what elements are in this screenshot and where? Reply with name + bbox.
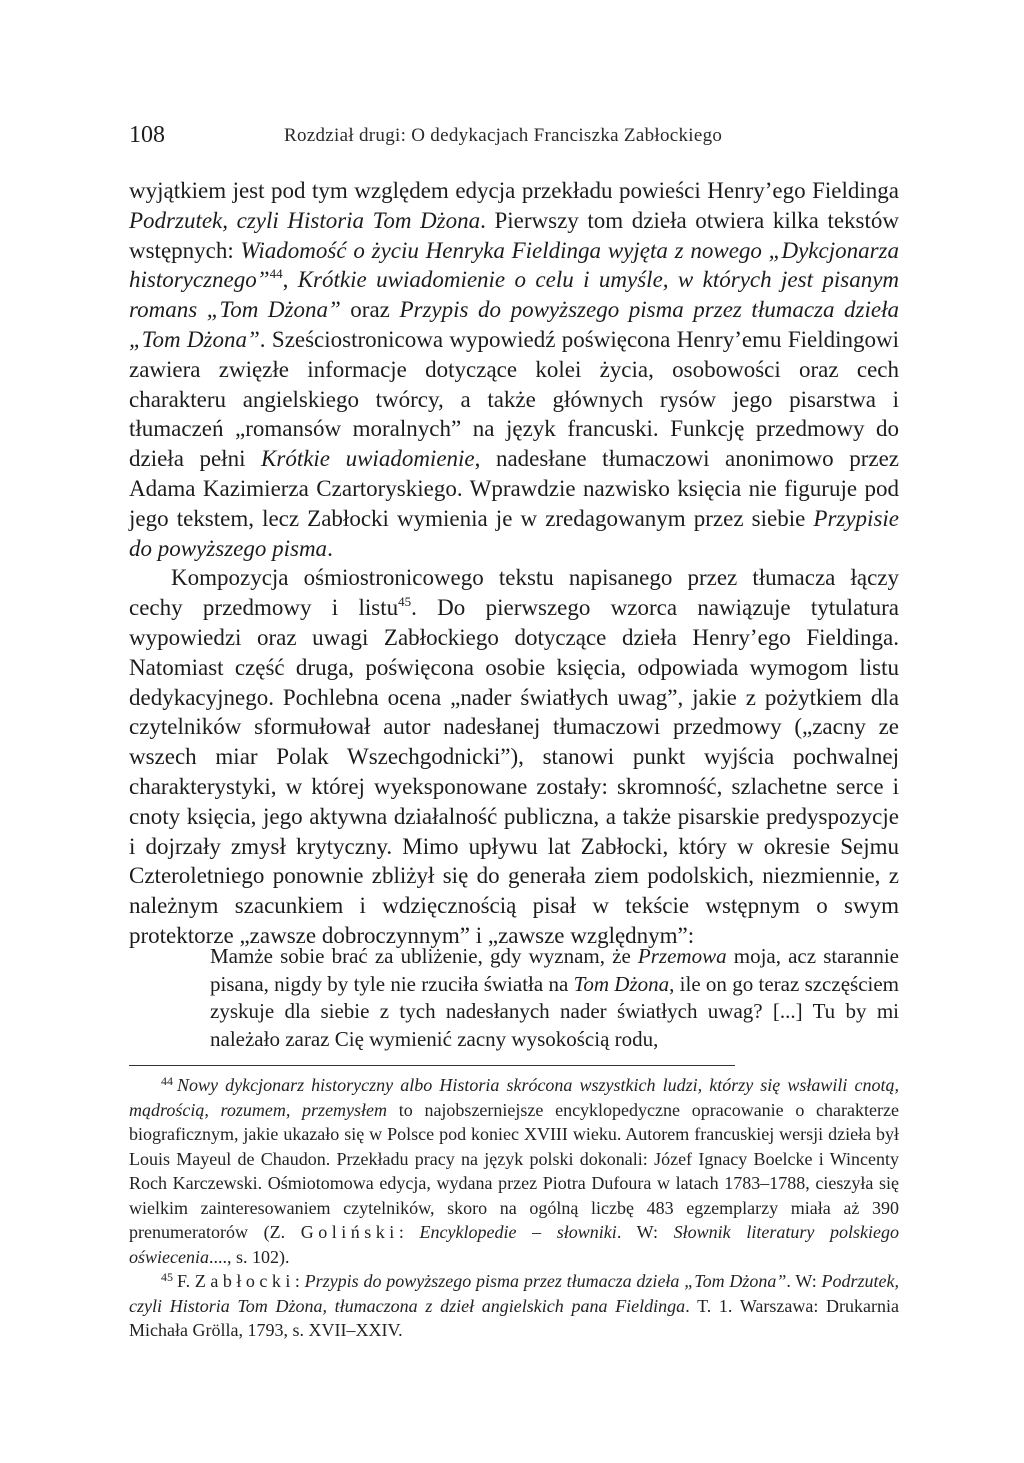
paragraph-2: Kompozycja ośmiostronicowego tekstu napisanego przez tłumacza łączy cechy przedmowy i listu$^{45}$. Do pierwszego wzorca nawiązuje tytulatura wypowiedzi oraz uwagi Zabłockiego dotyczące dzieła Henry’ego Fieldinga. Natomiast część druga, poświęcona osobie księcia, odpowiada wymogom listu dedykacyjnego. Pochlebna ocena „nader światłych uwag”, jakie z pożytkiem dla czytelników sformułował autor nadesłanej tłumaczowi przedmowy („zacny ze wszech miar Polak Wszechgodnicki”), stanowi punkt wyjścia pochwalnej charakterystyki, w której wyeksponowane zostały: skromność, szlachetne serce i cnoty księcia, jego aktywna działalność publiczna, a także pisarskie predyspozycje i dojrzały zmysł krytyczny. Mimo upływu lat Zabłocki, który w okresie Sejmu Czteroletniego ponownie zbliżył się do generała ziem podolskich, niezmiennie, z należnym szacunkiem i wdzięcznością pisał w tekście wstępnym o swym protektorze „zawsze dobroczynnym” i „zawsze względnym”:: [129, 565, 899, 948]
author-zablocki: Zabłocki: [194, 1271, 295, 1291]
page-number: 108: [129, 122, 165, 148]
running-head: Rozdział drugi: O dedykacjach Franciszka Zabłockiego: [284, 125, 723, 146]
footnotes: [129, 1073, 899, 1343]
paragraph-1: wyjątkiem jest pod tym względem edycja przekładu powieści Henry’ego Fieldinga Podrzutek, czyli Historia Tom Dżona. Pierwszy tom dzieła otwiera kilka tekstów wstępnych: Wiadomość o życiu Henryka Fieldinga wyjęta z nowego „Dykcjonarza historycznego”$^{44}$, Krótkie uwiadomienie o celu i umyśle, w których jest pisanym romans „Tom Dżona” oraz Przypis do powyższego pisma przez tłumacza dzieła „Tom Dżona”. Sześciostronicowa wypowiedź poświęcona Henry’emu Fieldingowi zawiera zwięzłe informacje dotyczące kolei życia, osobowości oraz cech charakteru angielskiego twórcy, a także głównych rysów jego pisarstwa i tłumaczeń „romansów moralnych” na język francuski. Funkcję przedmowy do dzieła pełni Krótkie uwiadomienie, nadesłane tłumaczowi anonimowo przez Adama Kazimierza Czartoryskiego. Wprawdzie nazwisko księcia nie figuruje pod jego tekstem, lecz Zabłocki wymienia je w zredagowanym przez siebie Przypisie do powyższego pisma.: [129, 178, 900, 561]
footnote-ref-44[interactable]: 44: [269, 266, 283, 282]
footnote-ref-45[interactable]: 45: [398, 594, 412, 610]
title-wiadomosc: Wiadomość o życiu Henryka Fieldinga wyjęta z nowego „Dykcjonarza historycznego”: [129, 237, 899, 293]
author-golinski: Goliński: [300, 1222, 399, 1242]
footnote-mark-44: 44: [161, 1074, 173, 1088]
title-krotkie-uwiadomienie: Krótkie uwiadomienie o celu i umyśle, w których jest pisanym romans „Tom Dżona”: [129, 267, 900, 323]
footnote-45: $^{45}$ F. Zabłocki: Przypis do powyższego pisma przez tłumacza dzieła „Tom Dżona”. W: Podrzutek, czyli Historia Tom Dżona, tłumaczona z dzieł angielskich pana Fieldinga. T. 1. Warszawa: Drukarnia Michała Grölla, 1793, s. XVII–XXIV.: [129, 1270, 899, 1340]
title-przypis: Przypis do powyższego pisma przez tłumacza dzieła „Tom Dżona”: [129, 297, 899, 352]
title-podrzutek: Podrzutek, czyli Historia Tom Dżona: [129, 207, 481, 233]
main-text: [129, 176, 899, 951]
block-quote: Mamże sobie brać za ubliżenie, gdy wyznam, że Przemowa moja, acz starannie pisana, nigdy by tyle nie rzuciła światła na Tom Dżona, ile on go teraz szczęściem zyskuje dla siebie z tych nadesłanych nader światłych uwag? [...] Tu by mi należało zaraz Cię wymienić zacny wysokością rodu,: [210, 944, 900, 1051]
footnote-separator: [129, 1065, 735, 1066]
footnote-44: $^{44}$ Nowy dykcjonarz historyczny albo Historia skrócona wszystkich ludzi, którzy się wsławili cnotą, mądrością, rozumem, przemysłem to najobszerniejsze encyklopedyczne opracowanie o charakterze biograficznym, jakie ukazało się w Polsce pod koniec XVIII wieku. Autorem francuskiej wersji dzieła był Louis Mayeul de Chaudon. Przekładu pracy na język polski dokonali: Józef Ignacy Boelcke i Wincenty Roch Karczewski. Ośmiotomowa edycja, wydana przez Piotra Dufoura w latach 1783–1788, cieszyła się wielkim zainteresowaniem czytelników, skoro na ogólną liczbę 483 egzemplarzy miała aż 390 prenumeratorów (Z. Goliński: Encyklopedie – słowniki. W: Słownik literatury polskiego oświecenia...., s. 102).: [129, 1074, 899, 1267]
page-header: [129, 120, 899, 150]
footnote-mark-45: 45: [161, 1270, 173, 1284]
